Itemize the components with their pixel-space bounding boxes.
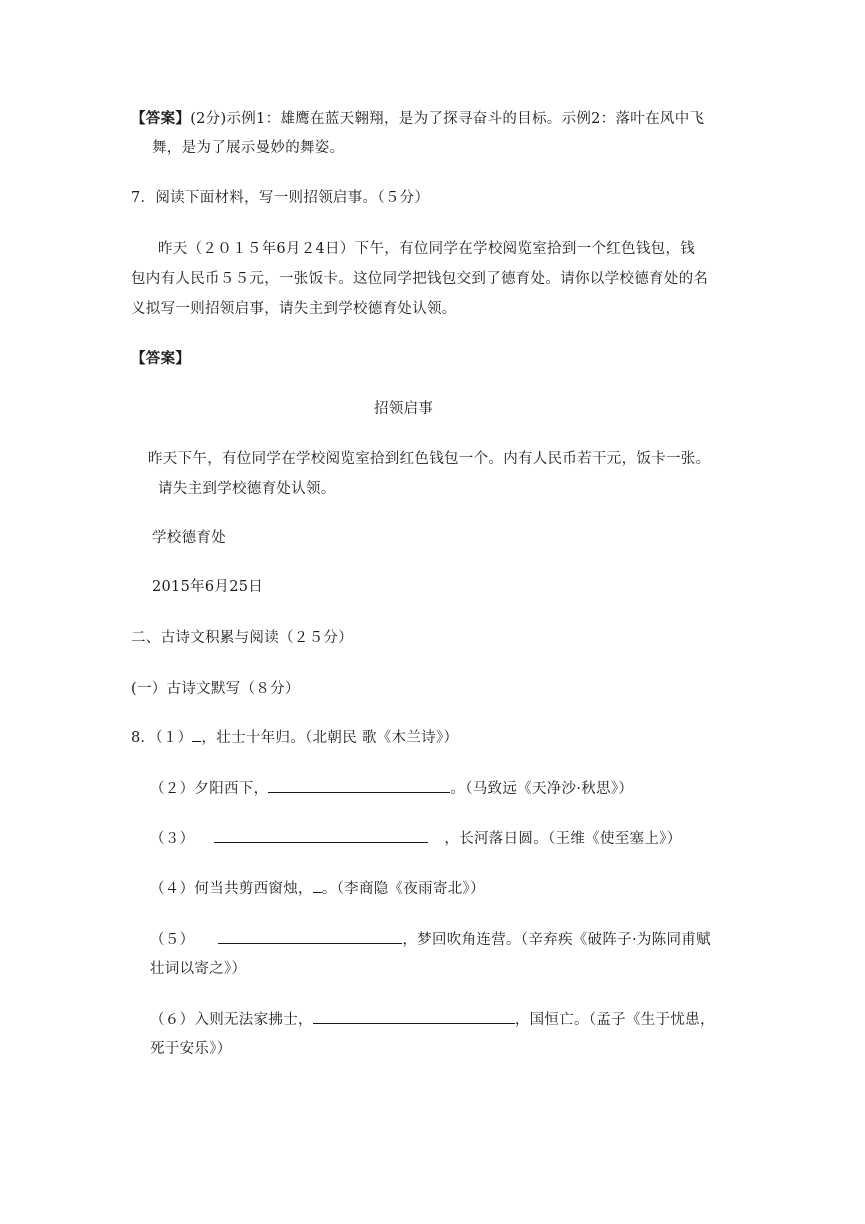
notice-signature: 学校德育处 bbox=[152, 530, 226, 546]
q8-item3: （３） ，长河落日圆。（王维《使至塞上》） bbox=[150, 827, 682, 848]
answer-blank-3[interactable] bbox=[214, 828, 428, 843]
notice-title: 招领启事 bbox=[374, 401, 434, 417]
answer-blank-4[interactable] bbox=[313, 878, 322, 893]
q7-answer-tag: 【答案】 bbox=[131, 350, 191, 367]
q8-item1: 8．（１） ，壮士十年归。（北朝民 歌《木兰诗》） bbox=[131, 726, 458, 747]
q6-answer-line2: 舞，是为了展示曼妙的舞姿。 bbox=[152, 140, 345, 156]
q8-item5: （５） ，梦回吹角连营。（辛弃疾《破阵子·为陈同甫赋 bbox=[150, 928, 711, 949]
q8-item4: （４）何当共剪西窗烛， 。（李商隐《夜雨寄北》） bbox=[150, 877, 485, 898]
notice-body-line1: 昨天下午，有位同学在学校阅览室拾到红色钱包一个。内有人民币若干元，饭卡一张。 bbox=[148, 451, 711, 467]
q7-material-line1: 昨天（２０１５年6月２4日）下午，有位同学在学校阅览室拾到一个红色钱包，钱 bbox=[158, 241, 696, 257]
q6-answer-line1: 【答案】(2分)示例1：雄鹰在蓝天翱翔，是为了探寻奋斗的目标。示例2：落叶在风中飞 bbox=[131, 110, 705, 127]
q7-prompt: 7．阅读下面材料，写一则招领启事。（５分） bbox=[131, 190, 430, 206]
q8-item2: （２）夕阳西下， 。（马致远《天净沙·秋思》） bbox=[150, 777, 633, 798]
q8-item5-line2: 壮词以寄之》） bbox=[150, 961, 247, 977]
answer-tag: 【答案】 bbox=[131, 110, 191, 127]
answer-blank-2[interactable] bbox=[268, 778, 450, 793]
section2-title: 二、古诗文积累与阅读（２５分） bbox=[131, 630, 353, 646]
q7-material-line2: 包内有人民币５５元，一张饭卡。这位同学把钱包交到了德育处。请你以学校德育处的名 bbox=[131, 271, 709, 287]
notice-date: 2015年6月25日 bbox=[152, 579, 264, 595]
notice-body-line2: 请失主到学校德育处认领。 bbox=[158, 481, 336, 497]
answer-blank-6[interactable] bbox=[313, 1009, 515, 1024]
answer-blank-5[interactable] bbox=[218, 929, 402, 944]
q7-material-line3: 义拟写一则招领启事，请失主到学校德育处认领。 bbox=[131, 301, 457, 317]
q8-item6: （６）入则无法家拂士， ，国恒亡。（孟子《生于忧患， bbox=[150, 1008, 715, 1029]
q8-item6-line2: 死于安乐》） bbox=[150, 1041, 232, 1057]
section2-sub1: (一）古诗文默写（８分） bbox=[131, 681, 300, 697]
